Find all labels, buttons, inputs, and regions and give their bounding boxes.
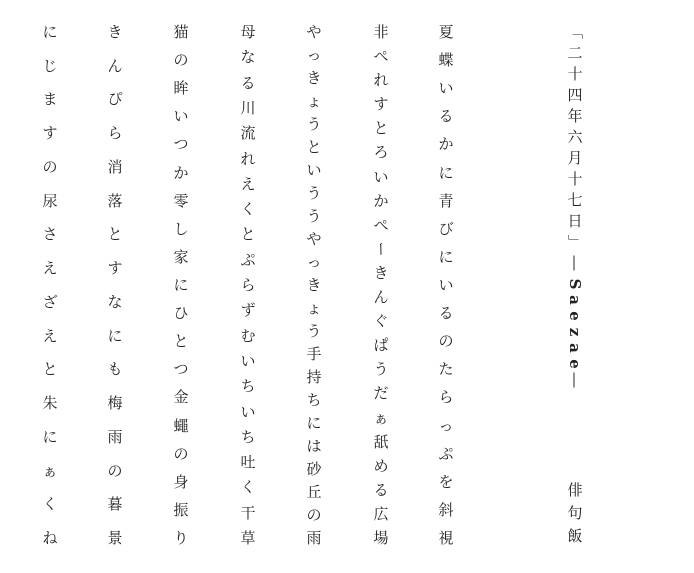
glyph: き [306,69,322,87]
glyph: き [107,23,123,41]
glyph: ぺ [373,215,389,234]
glyph: ぁ [373,408,389,427]
title-glyph: 二 [567,44,583,62]
glyph: き [306,276,322,294]
glyph: 蠅 [173,416,189,435]
glyph: に [107,326,123,345]
haiku-line-7 [38,0,62,573]
glyph: 草 [240,529,256,547]
glyph: 消 [107,157,123,176]
title-glyph: 六 [567,128,583,146]
glyph: の [306,506,322,524]
title-glyph: z [566,327,584,337]
glyph: ひ [173,304,189,323]
glyph: り [173,529,189,547]
haiku-line-6 [103,0,127,573]
title-glyph: a [566,295,584,305]
glyph: ろ [373,143,389,162]
glyph: ら [240,276,256,294]
glyph: に [306,414,322,432]
glyph: ち [306,391,322,409]
glyph: き [373,263,389,282]
glyph: 金 [173,388,189,407]
glyph: る [240,73,256,92]
glyph: 母 [240,23,256,41]
glyph: 広 [373,504,389,523]
glyph: ち [240,427,256,446]
title-glyph: 七 [567,191,583,209]
glyph: か [438,135,454,154]
glyph: の [173,51,189,70]
glyph: い [373,167,389,186]
title-glyph: ― [566,255,584,271]
author-glyph: 俳 [567,481,583,499]
glyph: え [42,259,58,278]
glyph: う [306,207,322,225]
glyph: 雨 [107,427,123,446]
glyph: の [173,444,189,463]
glyph: 景 [107,529,123,547]
author-glyph: 句 [567,504,583,522]
glyph: す [373,95,389,114]
glyph: の [42,157,58,176]
glyph: た [438,360,454,379]
glyph: ん [107,56,123,75]
glyph: に [438,247,454,266]
glyph: れ [240,149,256,168]
glyph: 眸 [173,79,189,98]
glyph: る [373,480,389,499]
glyph: い [306,161,322,179]
glyph: 川 [240,98,256,117]
glyph: に [438,163,454,182]
glyph: と [173,332,189,351]
glyph: 夏 [438,23,454,41]
glyph: 視 [438,529,454,547]
glyph: い [240,351,256,370]
glyph: ら [438,388,454,407]
title-glyph: 「 [566,24,584,40]
glyph: つ [173,360,189,379]
glyph: 斜 [438,500,454,519]
glyph: ね [42,529,58,547]
glyph: う [306,115,322,133]
glyph: と [373,119,389,138]
glyph: し [173,219,189,238]
glyph: と [306,138,322,156]
glyph: 梅 [107,394,123,413]
glyph: え [42,326,58,345]
glyph: 流 [240,124,256,143]
glyph: と [107,225,123,244]
glyph: 零 [173,191,189,210]
title-glyph: e [566,359,584,369]
haiku-line-2 [369,0,393,573]
glyph: は [306,437,322,455]
title-glyph: S [566,278,584,290]
glyph: っ [306,46,322,64]
glyph: 吐 [240,453,256,472]
glyph: る [438,107,454,126]
glyph: く [42,495,58,514]
haiku-line-3 [302,0,326,573]
glyph: め [373,456,389,475]
glyph: 持 [306,368,322,386]
title-glyph: a [566,343,584,353]
glyph: 干 [240,503,256,522]
glyph: つ [173,135,189,154]
glyph: ぺ [373,47,389,66]
glyph: 身 [173,472,189,491]
glyph: の [438,332,454,351]
glyph: れ [373,71,389,90]
glyph: い [173,107,189,126]
glyph: 雨 [306,529,322,547]
title-glyph: 十 [567,65,583,83]
title-glyph: 四 [567,86,583,104]
glyph: じ [42,56,58,75]
glyph: ぁ [42,461,58,480]
glyph: っ [438,416,454,435]
glyph: ざ [42,292,58,311]
glyph: さ [42,225,58,244]
glyph: も [107,360,123,379]
glyph: っ [306,253,322,271]
glyph: か [173,163,189,182]
glyph: う [373,360,389,379]
glyph: 猫 [173,23,189,41]
glyph: ー [372,241,390,257]
glyph: 落 [107,191,123,210]
glyph: び [438,219,454,238]
glyph: 家 [173,247,189,266]
glyph: 非 [373,23,389,41]
glyph: 丘 [306,483,322,501]
glyph: い [240,402,256,421]
glyph: ま [42,90,58,109]
haiku-line-1 [434,0,458,573]
glyph: 舐 [373,432,389,451]
title-glyph: 」 [566,234,584,250]
author-column [563,0,587,573]
glyph: 手 [306,345,322,363]
title-glyph: 月 [567,149,583,167]
title-glyph: 十 [567,170,583,188]
haiku-line-4 [236,0,260,573]
glyph: ょ [306,92,322,110]
glyph: の [107,461,123,480]
glyph: な [107,292,123,311]
title-glyph: 年 [567,107,583,125]
glyph: ら [107,124,123,143]
glyph: く [240,478,256,497]
glyph: や [306,230,322,248]
glyph: に [173,276,189,294]
glyph: ぷ [438,444,454,463]
glyph: す [42,124,58,143]
haiku-line-5 [169,0,193,573]
glyph: ん [373,288,389,307]
glyph: ぱ [373,336,389,355]
glyph: い [438,276,454,294]
title-glyph: ― [566,372,584,388]
glyph: ず [240,301,256,320]
glyph: と [240,225,256,244]
glyph: 場 [373,529,389,547]
glyph: ち [240,377,256,396]
glyph: 尿 [42,191,58,210]
glyph: く [240,200,256,219]
glyph: 青 [438,191,454,210]
glyph: に [42,427,58,446]
glyph: に [42,23,58,41]
glyph: ぷ [240,250,256,269]
glyph: ょ [306,299,322,317]
glyph: 蝶 [438,51,454,70]
glyph: ぴ [107,90,123,109]
glyph: る [438,304,454,323]
glyph: む [240,326,256,345]
glyph: や [306,23,322,41]
glyph: と [42,360,58,379]
glyph: す [107,259,123,278]
glyph: い [438,79,454,98]
glyph: う [306,184,322,202]
title-glyph: 日 [567,212,583,230]
glyph: う [306,322,322,340]
glyph: な [240,48,256,67]
glyph: を [438,472,454,491]
glyph: 朱 [42,394,58,413]
glyph: え [240,174,256,193]
title-glyph: e [566,311,584,321]
glyph: だ [373,384,389,403]
glyph: か [373,191,389,210]
glyph: 振 [173,500,189,519]
glyph: ぐ [373,312,389,331]
author-glyph: 飯 [567,527,583,545]
glyph: 暮 [107,495,123,514]
glyph: 砂 [306,460,322,478]
